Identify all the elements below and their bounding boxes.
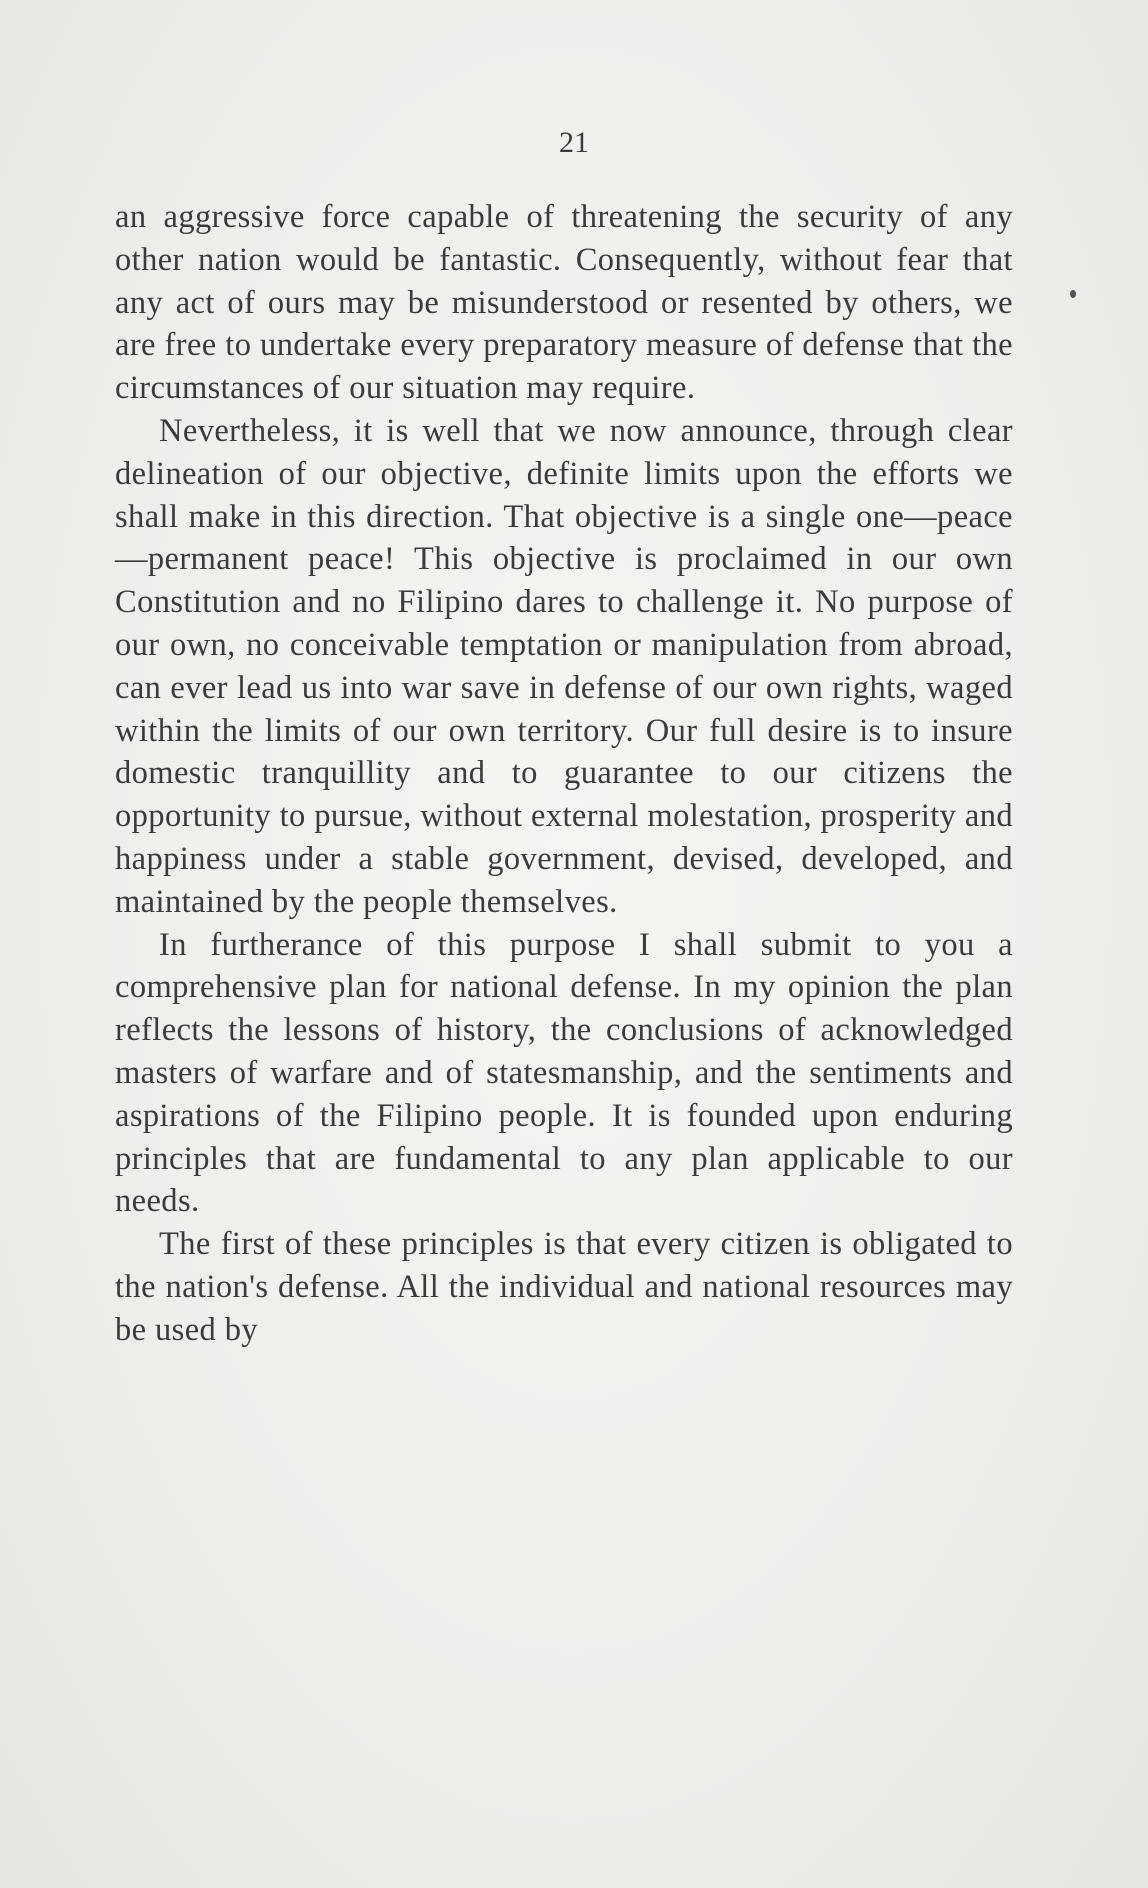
paragraph-first-principle: The first of these principles is that every citizen is obligated to the nation's defense. All the individual and national resources may be used by — [115, 1226, 1013, 1348]
paragraph-continuation: an aggressive force capable of threatening the security of any other nation would be fantastic. Consequently, without fear that any act of ours may be misunderstood or resented by others, we are free to undertake every preparatory measure of defense that the circumstances of our situation may require. — [115, 199, 1013, 407]
page-number: 21 — [559, 126, 589, 159]
paragraph-objective: Nevertheless, it is well that we now announce, through clear delineation of our objective, definite limits upon the efforts we shall make in this direction. That objective is a single one—peace—permanent peace! This objective is proclaimed in our own Constitution and no Filipino dares to challenge it. No purpose of our own, no conceivable temptation or manipulation from abroad, can ever lead us into war save in defense of our own rights, waged within the limits of our own territory. Our full desire is to insure domestic tranquillity and to guarantee to our citizens the opportunity to pursue, without external molestation, prosperity and happiness under a stable government, devised, developed, and maintained by the people themselves. — [115, 412, 1013, 920]
ink-speck — [1070, 290, 1076, 298]
body-text — [115, 196, 1013, 1352]
paragraph-defense-plan: In furtherance of this purpose I shall submit to you a comprehensive plan for national defense. In my opinion the plan reflects the lessons of history, the conclusions of acknowledged masters of warfare and of statesmanship, and the sentiments and aspirations of the Filipino people. It is founded upon enduring principles that are fundamental to any plan applicable to our needs. — [115, 926, 1013, 1220]
